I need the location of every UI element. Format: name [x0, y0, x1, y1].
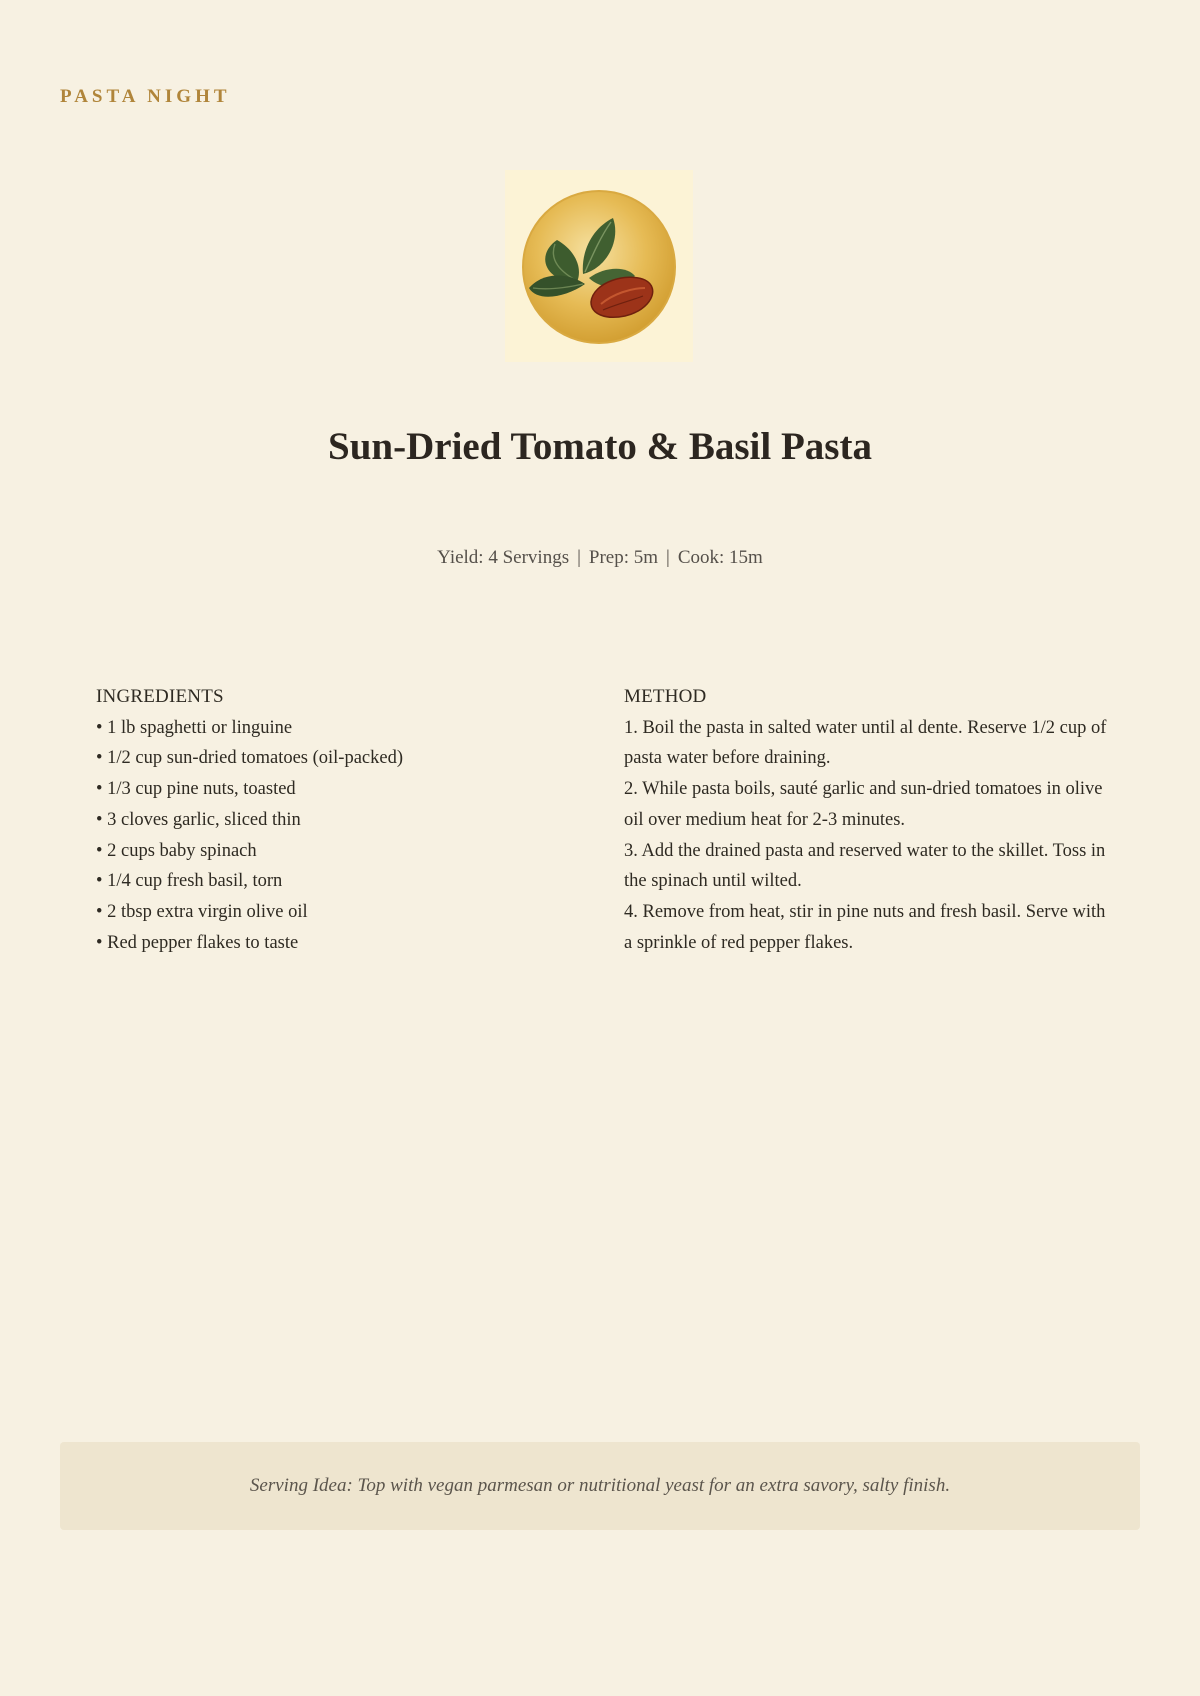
method-section — [624, 682, 1114, 958]
recipe-emblem — [505, 170, 693, 362]
ingredient-item: • 3 cloves garlic, sliced thin — [96, 809, 301, 830]
meta-separator: | — [577, 547, 581, 568]
recipe-title: Sun-Dried Tomato & Basil Pasta — [328, 425, 872, 468]
ingredients-list — [96, 713, 566, 959]
cook-time: Cook: 15m — [677, 547, 763, 568]
ingredient-item: • 1/3 cup pine nuts, toasted — [96, 779, 296, 800]
yield-info: Yield: 4 Servings — [437, 547, 570, 568]
basil-tomato-icon — [505, 170, 693, 362]
ingredients-section — [96, 682, 566, 958]
recipe-meta — [0, 547, 1200, 569]
meta-separator: | — [666, 547, 670, 568]
serving-idea: Serving Idea: Top with vegan parmesan or nutritional yeast for an extra savory, salty finish. — [60, 1442, 1140, 1530]
method-step: 2. While pasta boils, sauté garlic and sun-dried tomatoes in olive oil over medium heat for 2-3 minutes. — [624, 779, 1103, 830]
ingredient-item: • 1/2 cup sun-dried tomatoes (oil-packed) — [96, 748, 404, 769]
ingredient-item: • 2 tbsp extra virgin olive oil — [96, 901, 308, 922]
ingredient-item: • 1 lb spaghetti or linguine — [96, 717, 293, 738]
prep-time: Prep: 5m — [588, 547, 659, 568]
method-heading: METHOD — [624, 686, 707, 707]
ingredients-heading: INGREDIENTS — [96, 686, 224, 707]
method-step: 3. Add the drained pasta and reserved water to the skillet. Toss in the spinach until wilted. — [624, 840, 1106, 892]
method-step: 1. Boil the pasta in salted water until al dente. Reserve 1/2 cup of pasta water before draining. — [624, 717, 1107, 769]
brand-label: PASTA NIGHT — [60, 86, 231, 107]
method-steps — [624, 713, 1114, 959]
ingredient-item: • 1/4 cup fresh basil, torn — [96, 871, 283, 892]
method-step: 4. Remove from heat, stir in pine nuts and fresh basil. Serve with a sprinkle of red pepper flakes. — [624, 901, 1106, 953]
ingredient-item: • 2 cups baby spinach — [96, 840, 257, 861]
ingredient-item: • Red pepper flakes to taste — [96, 932, 299, 953]
